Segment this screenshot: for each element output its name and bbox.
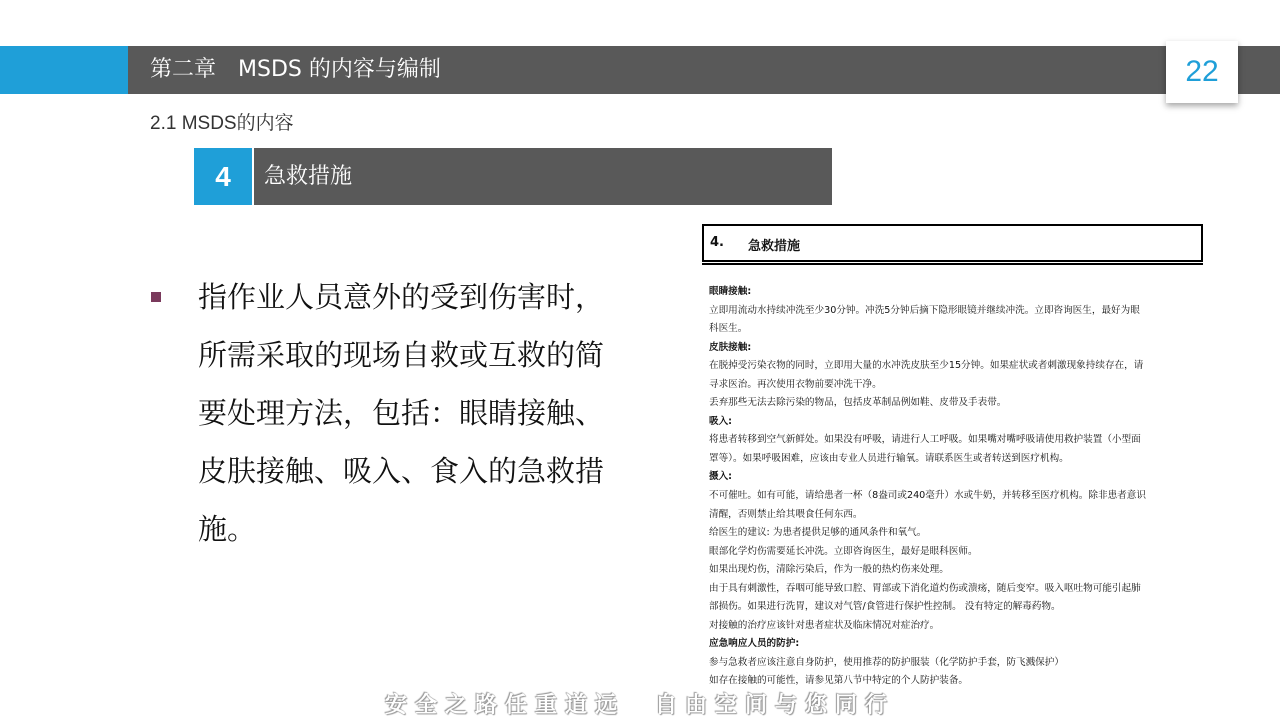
- chapter-title: 第二章 MSDS 的内容与编制: [150, 57, 441, 82]
- doc-line: 参与急救者应该注意自身防护，使用推荐的防护服装（化学防护手套，防飞溅保护）: [709, 656, 1064, 668]
- doc-line: 清醒，否则禁止给其喂食任何东西。: [709, 508, 863, 520]
- section-title-number: 4: [194, 148, 252, 205]
- section-title-divider: [252, 148, 254, 205]
- doc-line: 在脱掉受污染衣物的同时，立即用大量的水冲洗皮肤至少15分钟。如果症状或者刺激现象持续存在，请: [709, 360, 1144, 372]
- doc-line: 寻求医治。再次使用衣物前要冲洗干净。: [709, 378, 882, 390]
- section-label: 2.1 MSDS的内容: [150, 113, 294, 134]
- section-title-text: 急救措施: [264, 164, 353, 189]
- doc-subheading: 应急响应人员的防护:: [709, 638, 800, 650]
- doc-line: 部损伤。如果进行洗胃，建议对气管/食管进行保护性控制。 没有特定的解毒药物。: [709, 601, 1061, 613]
- doc-line: 丢弃那些无法去除污染的物品，包括皮革制品例如鞋、皮带及手表带。: [709, 397, 1007, 409]
- doc-line: 不可催吐。如有可能，请给患者一杯（8盎司或240毫升）水或牛奶，并转移至医疗机构。除非患者意识: [709, 490, 1146, 502]
- footer-slogan: 安全之路任重道远 自由空间与您同行: [384, 693, 895, 718]
- doc-subheading: 眼睛接触:: [709, 286, 752, 297]
- doc-text-lines: [709, 283, 1199, 691]
- doc-line: 对接触的治疗应该针对患者症状及临床情况对症治疗。: [709, 619, 940, 631]
- bullet-paragraph: 指作业人员意外的受到伤害时，所需采取的现场自救或互救的简要处理方法，包括：眼睛接触、皮肤接触、吸入、食入的急救措施。: [198, 280, 605, 546]
- doc-line: 如果出现灼伤，清除污染后，作为一般的热灼伤来处理。: [709, 564, 949, 576]
- doc-line: 科医生。: [709, 323, 748, 335]
- doc-line: 将患者转移到空气新鲜处。如果没有呼吸，请进行人工呼吸。如果嘴对嘴呼吸请使用救护装置（小型面: [709, 434, 1141, 446]
- page-number: 22: [1166, 41, 1238, 103]
- doc-subheading: 吸入:: [709, 415, 733, 427]
- header-accent-block: [0, 46, 128, 94]
- doc-line: 立即用流动水持续冲洗至少30分钟。冲洗5分钟后摘下隐形眼镜并继续冲洗。立即咨询医生，最好为眼: [709, 304, 1140, 316]
- doc-line: 如存在接触的可能性，请参见第八节中特定的个人防护装备。: [709, 675, 969, 687]
- doc-title-number: 4.: [710, 235, 724, 250]
- doc-line: 眼部化学灼伤需要延长冲洗。立即咨询医生，最好是眼科医师。: [709, 545, 978, 557]
- doc-subheading: 摄入:: [709, 471, 733, 483]
- bullet-square-icon: [151, 292, 161, 302]
- doc-line: 罩等）。如果呼吸困难，应该由专业人员进行输氧。请联系医生或者转送到医疗机构。: [709, 452, 1069, 464]
- doc-title-text: 急救措施: [748, 239, 801, 254]
- doc-line: 给医生的建议: 为患者提供足够的通风条件和氧气。: [709, 527, 927, 539]
- doc-line: 由于具有刺激性，吞咽可能导致口腔、胃部或下消化道灼伤或溃疡，随后变窄。吸入呕吐物可能引起肺: [709, 582, 1141, 594]
- doc-subheading: 皮肤接触:: [709, 341, 752, 353]
- doc-title-underline: [702, 263, 1203, 265]
